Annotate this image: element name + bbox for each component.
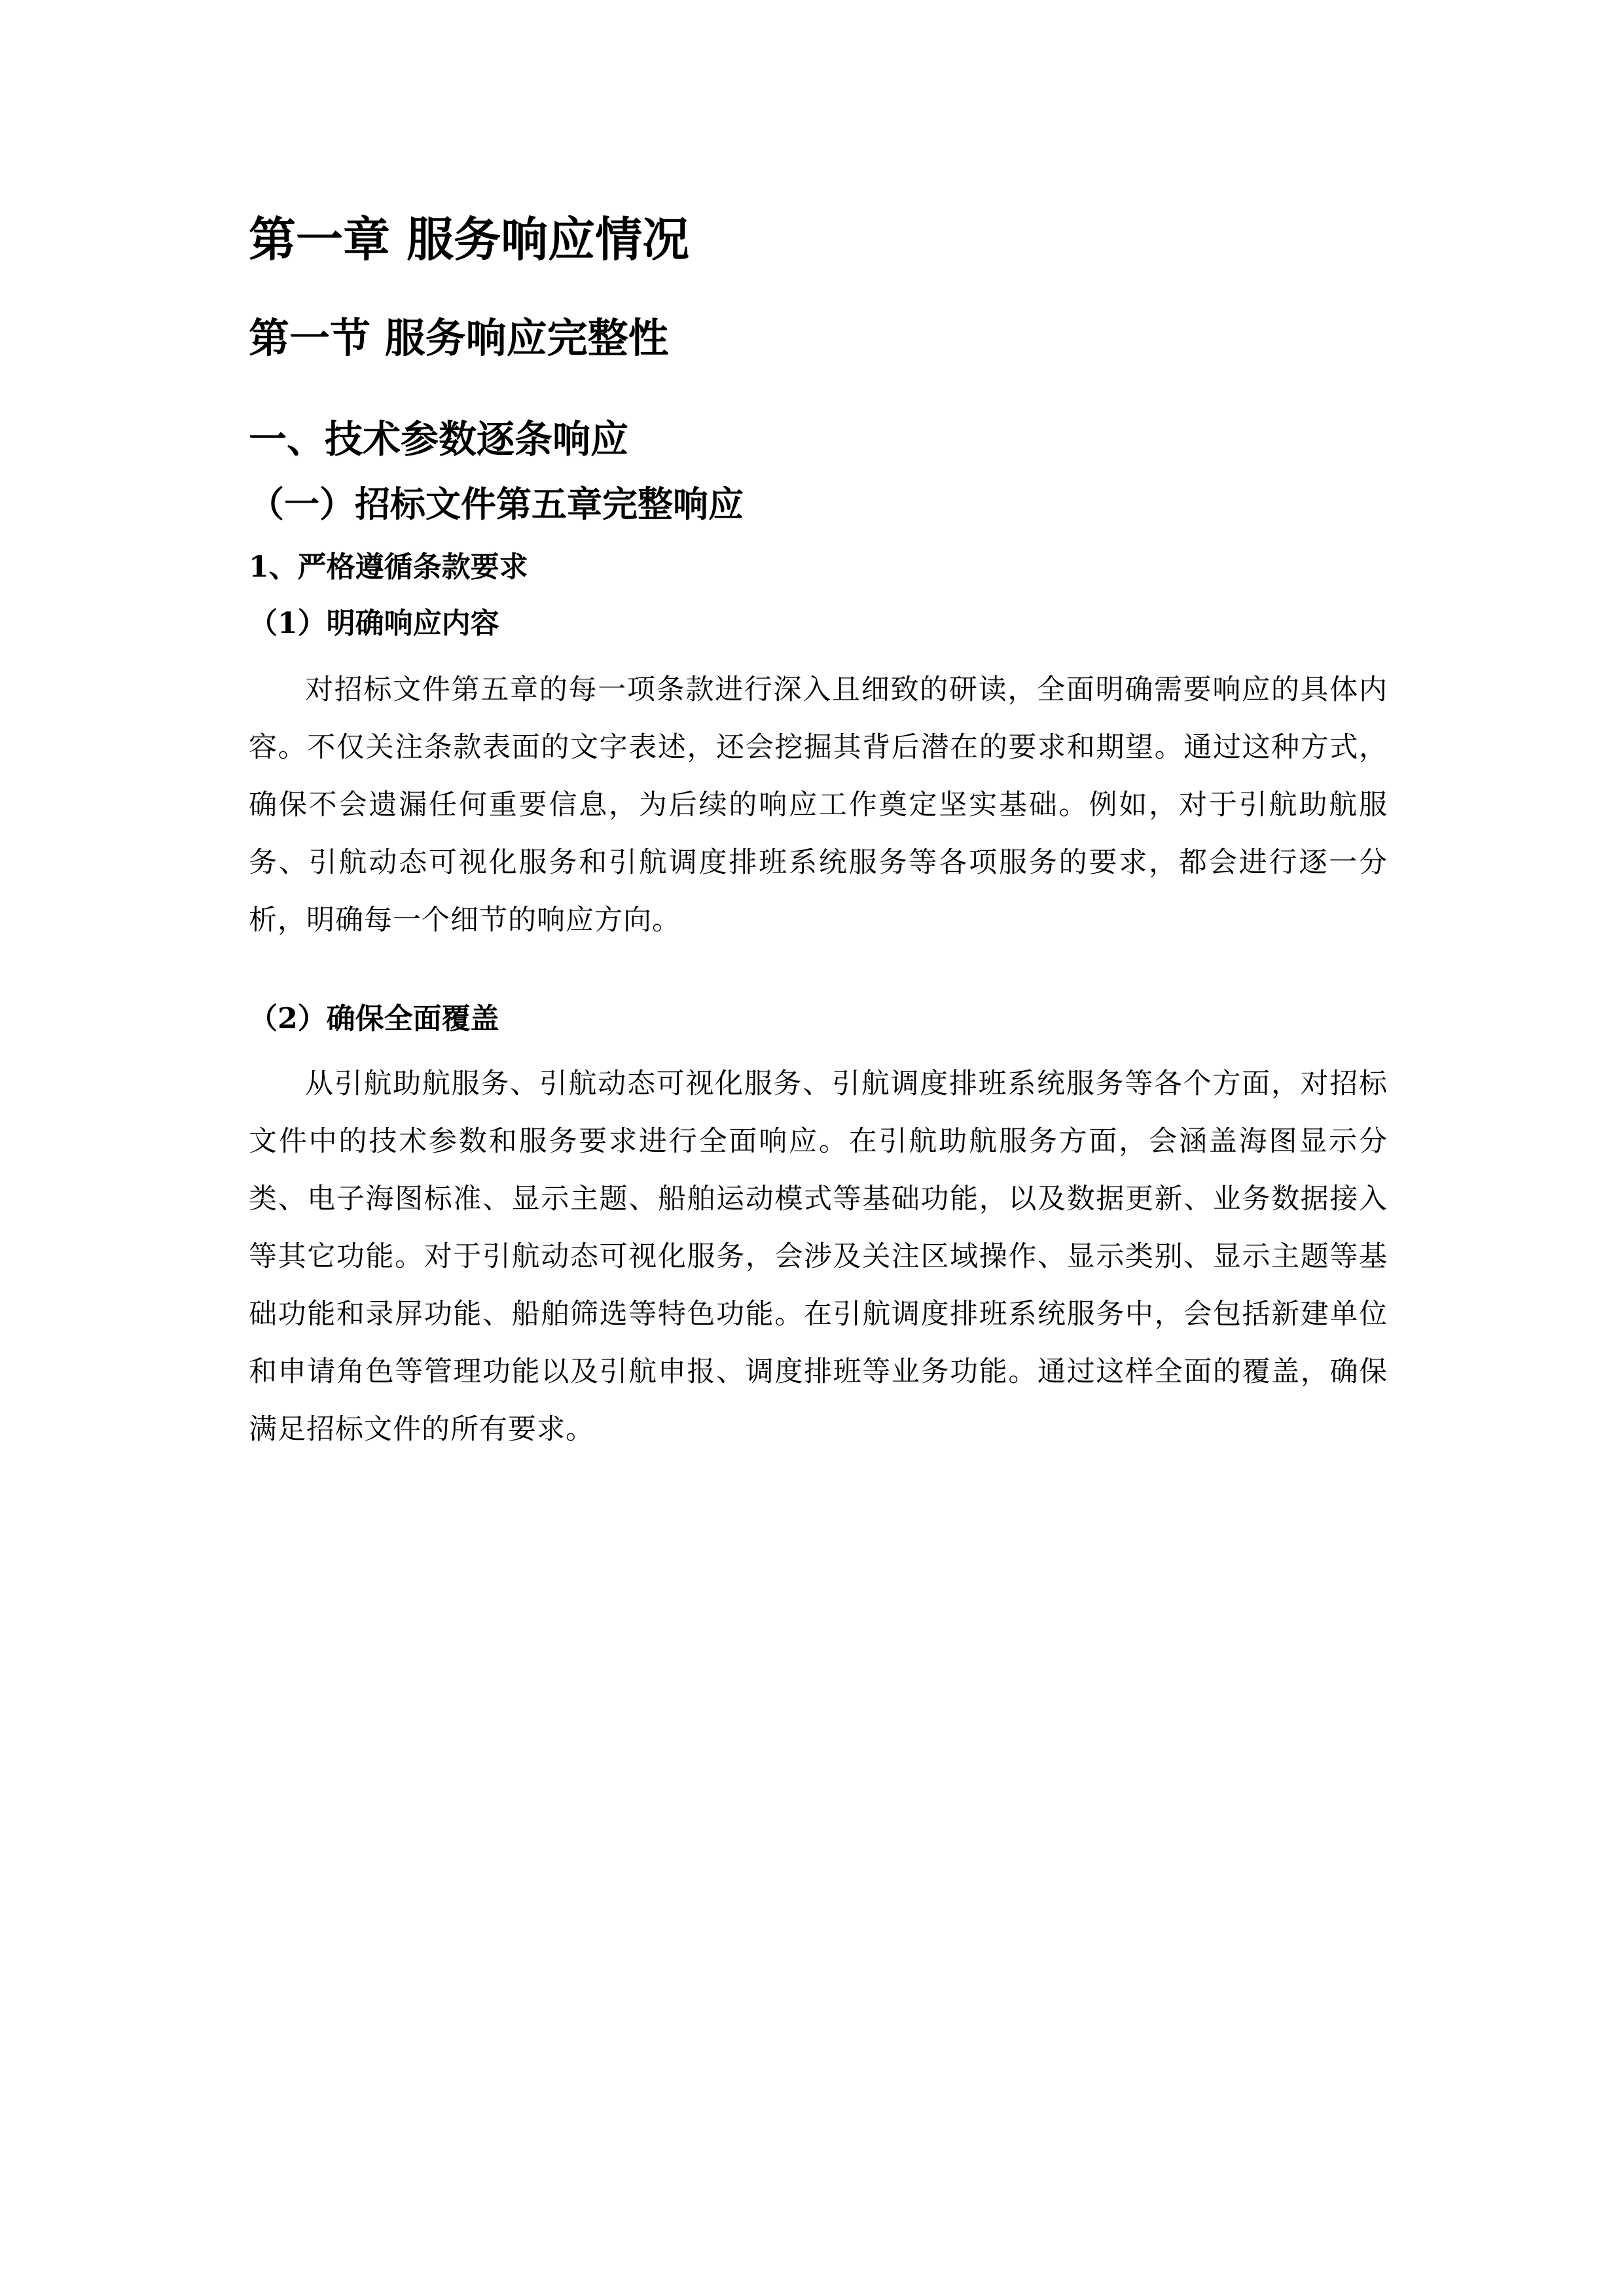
subsubsection-title: （一）招标文件第五章完整响应: [249, 483, 744, 525]
point-title-2: （2）确保全面覆盖: [249, 1002, 499, 1035]
point-title-1: （1）明确响应内容: [249, 607, 499, 640]
chapter-title: 第一章 服务响应情况: [249, 211, 690, 267]
point-paragraph-2: 从引航助航服务、引航动态可视化服务、引航调度排班系统服务等各个方面，对招标文件中的技术参数和服务要求进行全面响应。在引航助航服务方面，会涵盖海图显示分类、电子海图标准、显示主题、船舶运动模式等基础功能，以及数据更新、业务数据接入等其它功能。对于引航动态可视化服务，会涉及关注区域操作、显示类别、显示主题等基础功能和录屏功能、船舶筛选等特色功能。在引航调度排班系统服务中，会包括新建单位和申请角色等管理功能以及引航申报、调度排班等业务功能。通过这样全面的覆盖，确保满足招标文件的所有要求。: [249, 1067, 1388, 1446]
point-paragraph-1: 对招标文件第五章的每一项条款进行深入且细致的研读，全面明确需要响应的具体内容。不仅关注条款表面的文字表述，还会挖掘其背后潜在的要求和期望。通过这种方式，确保不会遗漏任何重要信息，为后续的响应工作奠定坚实基础。例如，对于引航助航服务、引航动态可视化服务和引航调度排班系统服务等各项服务的要求，都会进行逐一分析，明确每一个细节的响应方向。: [249, 673, 1388, 937]
section-title: 第一节 服务响应完整性: [249, 314, 669, 362]
subsection-title: 一、技术参数逐条响应: [249, 417, 629, 461]
item-title: 1、严格遵循条款要求: [249, 550, 528, 584]
